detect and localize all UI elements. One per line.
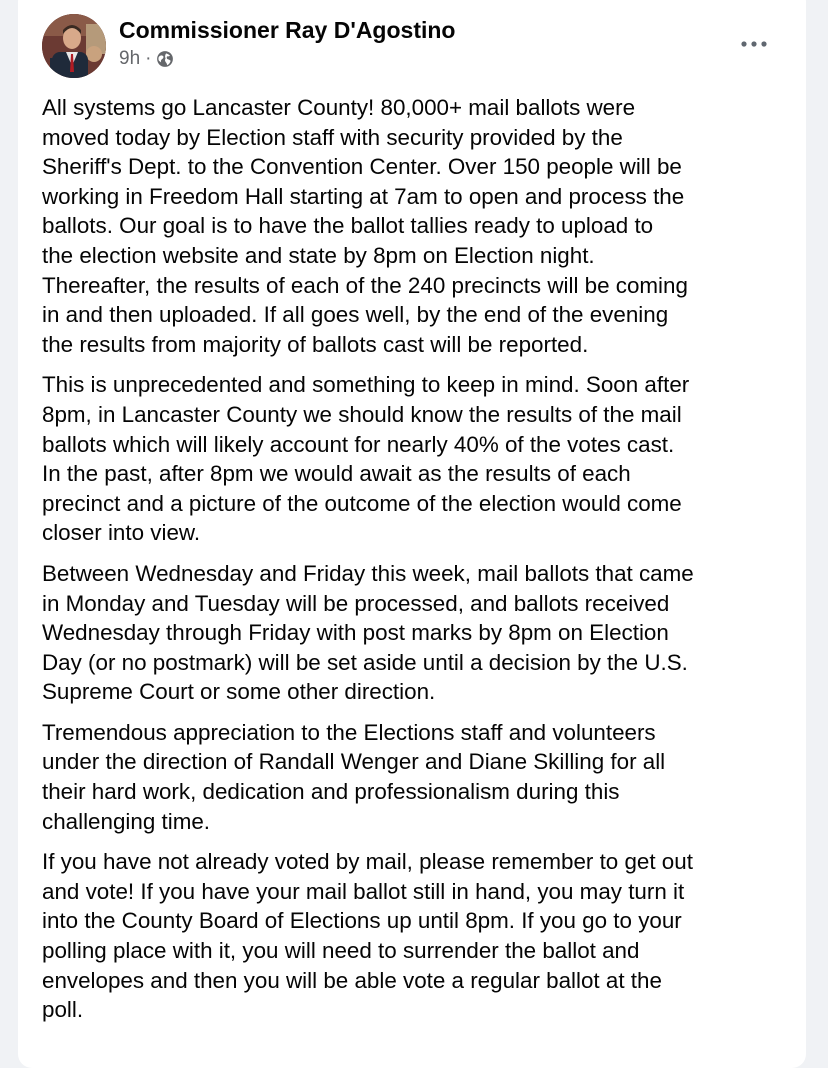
post-paragraph: All systems go Lancaster County! 80,000+ mail ballots were moved today by Election staff with security provided by the Sheriff's Dept. to the Convention Center. Over 150 people will be working in Freedom Hall starting at 7am to open and process the ballots. Our goal is to have the ballot tallies ready to upload to the election website and state by 8pm on Election night. Thereafter, the results of each of the 240 precincts will be coming in and then uploaded. If all goes well, by the end of the evening the results from majority of ballots cast will be reported. [42,95,688,357]
timestamp[interactable]: 9h [119,48,141,69]
meta-separator: · [145,48,152,69]
post-paragraph: This is unprecedented and something to keep in mind. Soon after 8pm, in Lancaster County we should know the results of the mail ballots which will likely account for nearly 40% of the votes cast. In the past, after 8pm we would await as the results of each precinct and a picture of the outcome of the election would come closer into view. [42,372,690,546]
more-options-button[interactable] [734,32,774,56]
author-name[interactable]: Commissioner Ray D'Agostino [119,17,456,43]
post-text [42,93,790,1036]
more-options-icon [741,41,767,47]
globe-icon[interactable] [156,50,174,68]
avatar[interactable] [42,14,106,78]
post-paragraph: Between Wednesday and Friday this week, mail ballots that came in Monday and Tuesday will be processed, and ballots received Wednesday through Friday with post marks by 8pm on Election Day (or no postmark) will be set aside until a decision by the U.S. Supreme Court or some other direction. [42,560,694,705]
post-paragraph: If you have not already voted by mail, please remember to get out and vote! If you have your mail ballot still in hand, you may turn it into the County Board of Elections up until 8pm. If you go to your polling place with it, you will need to surrender the ballot and envelopes and then you will be able vote a regular ballot at the poll. [42,849,693,1023]
post-card [18,0,806,1068]
post-meta [119,48,174,70]
profile-photo-icon [42,14,106,78]
post-paragraph: Tremendous appreciation to the Elections staff and volunteers under the direction of Randall Wenger and Diane Skilling for all their hard work, dedication and professionalism during this challenging time. [42,719,666,834]
